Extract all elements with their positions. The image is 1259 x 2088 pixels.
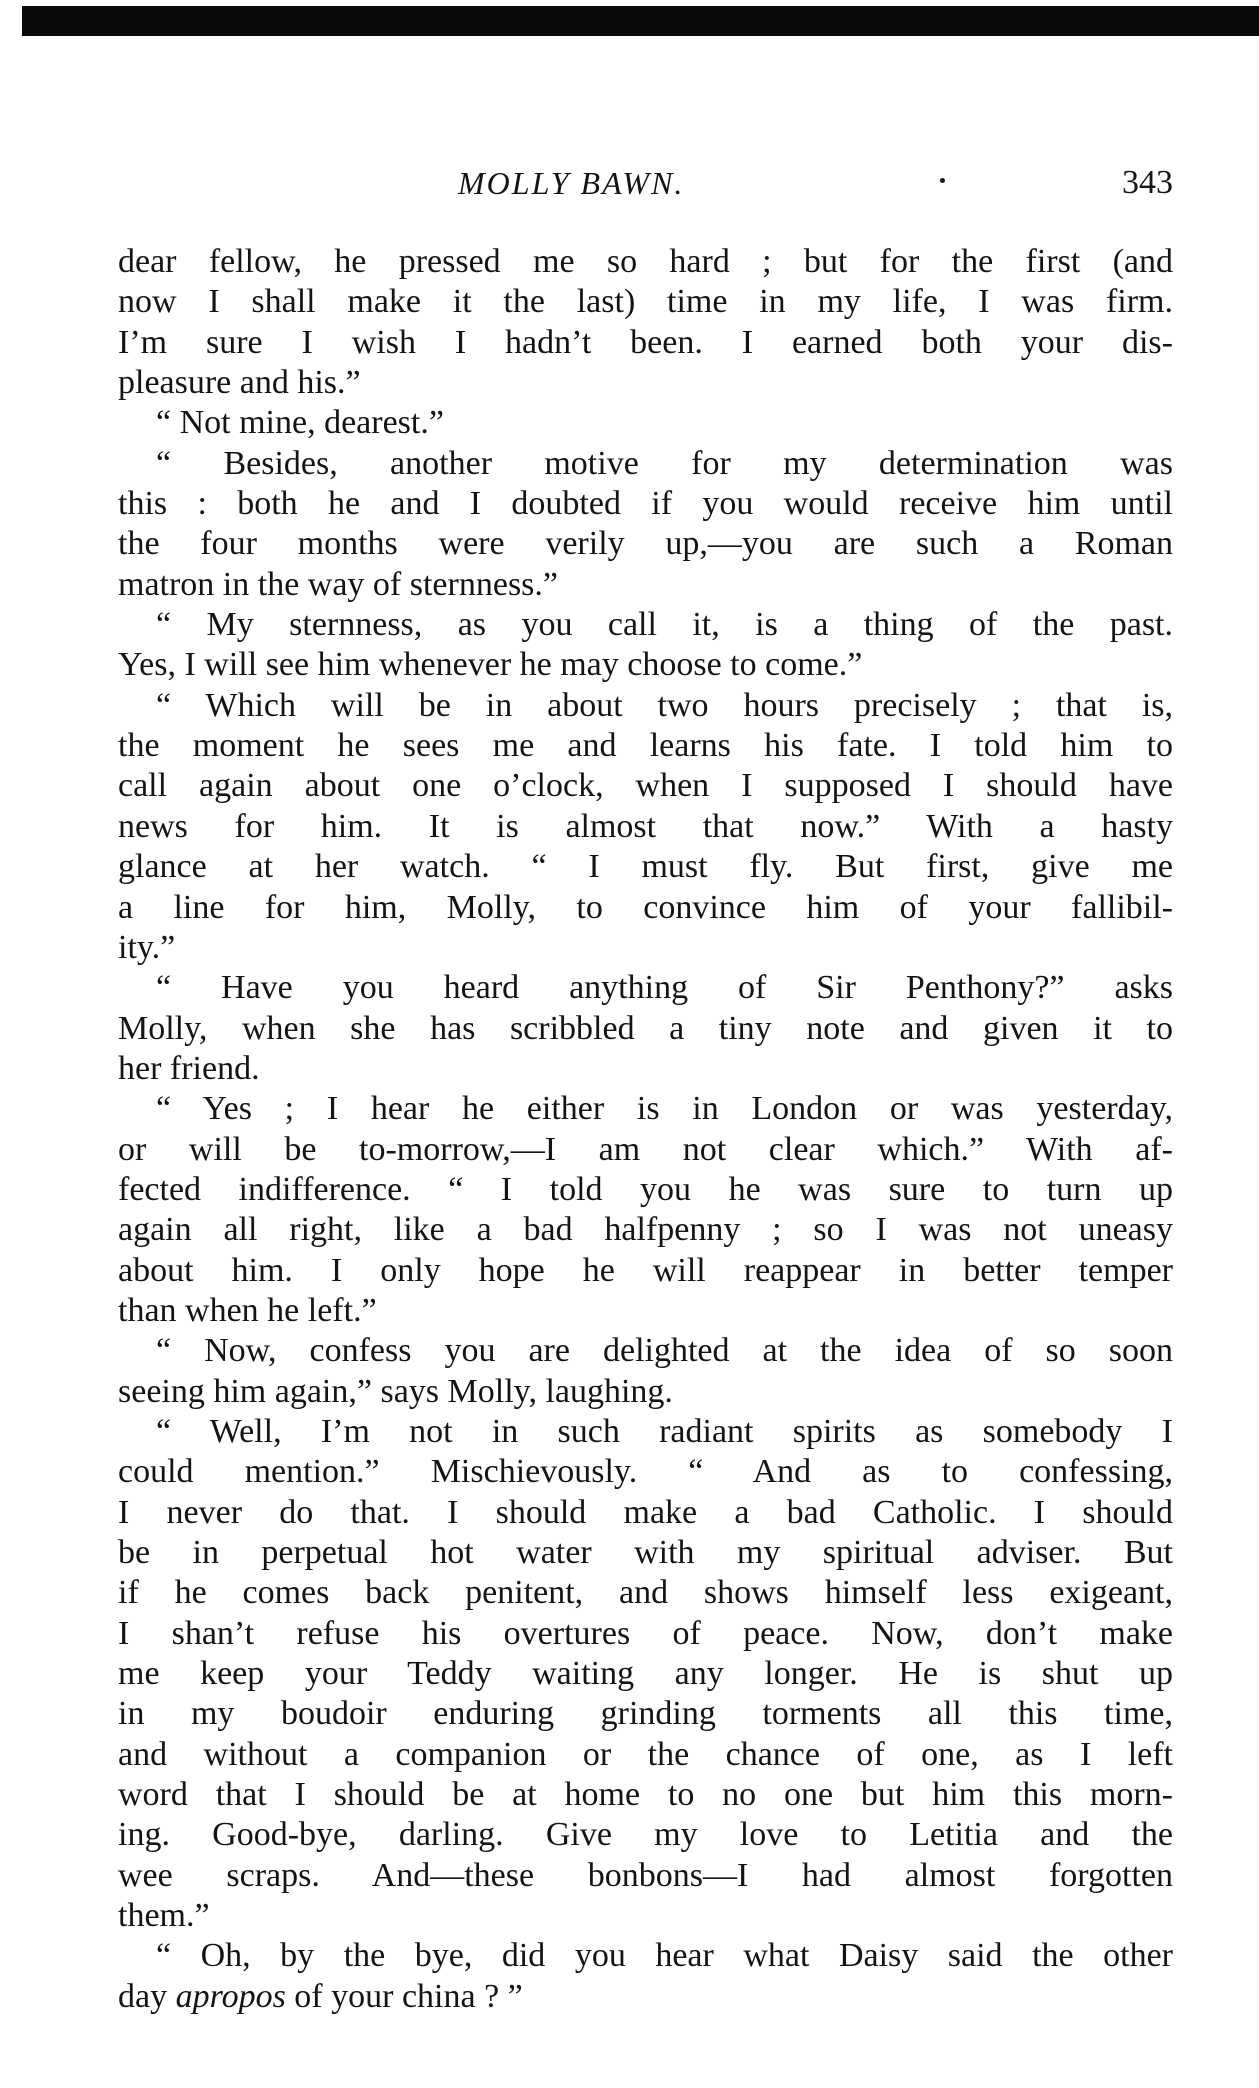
text-line: them.” <box>118 1897 210 1935</box>
text-line: glance at her watch. “ I must fly. But first, give me <box>118 848 1173 886</box>
italic-word: apropos <box>175 1977 286 2015</box>
text-line: “ Have you heard anything of Sir Penthony?” asks <box>156 969 1173 1007</box>
body-text <box>118 242 1173 2017</box>
text-line: call again about one o’clock, when I supposed I should have <box>118 767 1173 805</box>
text-line: “ My sternness, as you call it, is a thing of the past. <box>156 606 1173 644</box>
text-line: could mention.” Mischievously. “ And as to confessing, <box>118 1453 1173 1491</box>
text-line: matron in the way of sternness.” <box>118 565 558 603</box>
text-line: Molly, when she has scribbled a tiny note and given it to <box>118 1009 1173 1047</box>
text-line: fected indifference. “ I told you he was sure to turn up <box>118 1170 1173 1208</box>
text-lines <box>118 242 1173 1936</box>
top-border-rule <box>22 6 1259 36</box>
text-line: or will be to-morrow,—I am not clear which.” With af- <box>118 1130 1173 1168</box>
text-line <box>118 1977 1173 2017</box>
text-line: this : both he and I doubted if you would receive him until <box>118 485 1173 523</box>
header-dot <box>940 178 945 183</box>
text-line: ity.” <box>118 928 176 966</box>
text-line: seeing him again,” says Molly, laughing. <box>118 1372 673 1410</box>
text-line: her friend. <box>118 1049 260 1087</box>
text-line: news for him. It is almost that now.” With a hasty <box>118 807 1173 845</box>
page-number: 343 <box>1122 164 1173 201</box>
text-line: I shan’t refuse his overtures of peace. Now, don’t make <box>118 1614 1173 1652</box>
text-line: and without a companion or the chance of one, as I left <box>118 1735 1173 1773</box>
text-line: Yes, I will see him whenever he may choose to come.” <box>118 646 863 684</box>
text-line: I’m sure I wish I hadn’t been. I earned both your dis- <box>118 323 1173 361</box>
text-line: me keep your Teddy waiting any longer. He is shut up <box>118 1655 1173 1693</box>
text-line: again all right, like a bad halfpenny ; so I was not uneasy <box>118 1211 1173 1249</box>
text-line: be in perpetual hot water with my spiritual adviser. But <box>118 1534 1173 1571</box>
text-line: word that I should be at home to no one but him this morn- <box>118 1776 1173 1814</box>
running-title: MOLLY BAWN. <box>458 165 685 201</box>
text-line: now I shall make it the last) time in my life, I was firm. <box>118 283 1173 321</box>
text-line: dear fellow, he pressed me so hard ; but for the first (and <box>118 243 1173 280</box>
text-line: “ Oh, by the bye, did you hear what Daisy said the other <box>156 1937 1173 1975</box>
text-line: “ Which will be in about two hours precisely ; that is, <box>156 686 1173 724</box>
text-line: ing. Good-bye, darling. Give my love to Letitia and the <box>118 1816 1173 1854</box>
text-line: a line for him, Molly, to convince him of your fallibil- <box>118 888 1173 926</box>
text-line: than when he left.” <box>118 1291 377 1329</box>
text-line: “ Yes ; I hear he either is in London or was yesterday, <box>156 1090 1173 1128</box>
text-line: “ Now, confess you are delighted at the idea of so soon <box>156 1332 1173 1370</box>
text-line: I never do that. I should make a bad Catholic. I should <box>118 1493 1173 1531</box>
text-line: if he comes back penitent, and shows himself less exigeant, <box>118 1574 1173 1612</box>
text-fragment: of your china ? ” <box>285 1977 523 2015</box>
text-line: wee scraps. And—these bonbons—I had almost forgotten <box>118 1856 1173 1894</box>
page-header <box>118 158 1173 208</box>
text-line: pleasure and his.” <box>118 364 361 402</box>
text-line: in my boudoir enduring grinding torments all this time, <box>118 1695 1173 1733</box>
text-line: the moment he sees me and learns his fate. I told him to <box>118 727 1173 765</box>
text-fragment: day <box>118 1977 176 2015</box>
text-line: “ Not mine, dearest.” <box>156 404 444 442</box>
text-line: “ Well, I’m not in such radiant spirits as somebody I <box>156 1412 1173 1450</box>
text-line: the four months were verily up,—you are such a Roman <box>118 525 1173 563</box>
text-line: about him. I only hope he will reappear in better temper <box>118 1251 1173 1289</box>
text-line: “ Besides, another motive for my determination was <box>156 444 1173 482</box>
